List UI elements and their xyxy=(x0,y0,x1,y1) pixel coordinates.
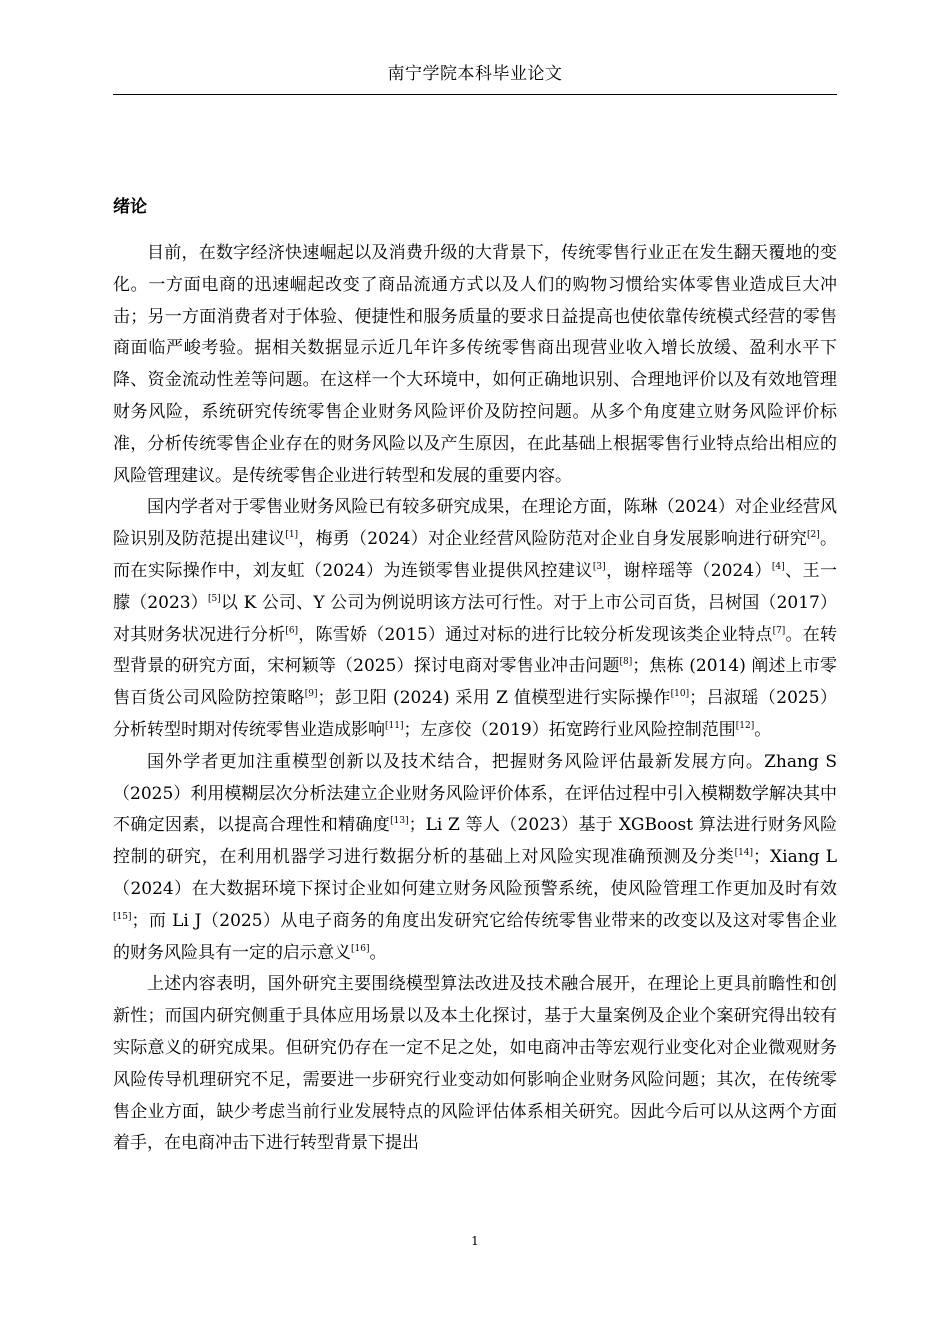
paragraph-1 xyxy=(113,238,837,492)
citation-marker: [11] xyxy=(385,720,404,731)
text-run: ；彭卫阳 (2024) 采用 Z 值模型进行实际操作 xyxy=(317,688,671,709)
citation-marker: [16] xyxy=(351,943,370,954)
text-run: ，谢梓瑶等（2024） xyxy=(605,560,772,581)
citation-marker: [12] xyxy=(735,720,755,731)
text-run: ；吕淑瑶（2025）分析转型时期对传统零售业造成影响 xyxy=(113,688,837,740)
body-text xyxy=(113,238,837,1160)
header-rule xyxy=(113,94,837,95)
paragraph-2 xyxy=(113,492,837,746)
text-run: 国内学者对于零售业财务风险已有较多研究成果，在理论方面，陈琳（2024）对企业经营风险识别及防范提出建议 xyxy=(113,497,837,550)
text-run: 。而在实际操作中，刘友虹（2024）为连锁零售业提供风控建议 xyxy=(113,529,838,581)
text-run: ；左彦佼（2019）拓宽跨行业风险控制范围 xyxy=(403,719,736,740)
text-run: ；Li Z 等人（2023）基于 XGBoost 算法进行财务风险控制的研究，在利用机器学习进行数据分析的基础上对风险实现准确预测及分类 xyxy=(113,815,837,868)
paragraph-3 xyxy=(113,747,837,970)
text-run: ；焦栋 (2014) 阐述上市零售百货公司风险防控策略 xyxy=(113,656,837,709)
section-heading: 绪论 xyxy=(113,197,147,217)
text-run: 国外学者更加注重模型创新以及技术结合，把握财务风险评估最新发展方向。Zhang S（2025）利用模糊层次分析法建立企业财务风险评价体系，在评估过程中引入模糊数学解决其中不确定因素，以提高合理性和精确度 xyxy=(113,751,837,836)
text-run: 以 K 公司、Y 公司为例说明该方法可行性。对于上市公司百货，吕树国（2017）对其财务状况进行分析 xyxy=(113,592,838,645)
citation-marker: [4] xyxy=(771,561,785,572)
page-number: 1 xyxy=(471,1234,479,1248)
paragraph-4 xyxy=(113,969,837,1160)
citation-marker: [14] xyxy=(734,848,754,859)
citation-marker: [6] xyxy=(285,625,299,636)
citation-marker: [13] xyxy=(390,816,409,827)
citation-marker: [8] xyxy=(619,657,633,668)
text-run: 目前，在数字经济快速崛起以及消费升级的大背景下，传统零售行业正在发生翻天覆地的变化。一方面电商的迅速崛起改变了商品流通方式以及人们的购物习惯给实体零售业造成巨大冲击；另一方面消费者对于体验、便捷性和服务质量的要求日益提高也使依靠传统模式经营的零售商面临严峻考验。据相关数据显示近几年许多传统零售商出现营业收入增长放缓、盈利水平下降、资金流动性差等问题。在这样一个大环境中，如何正确地识别、合理地评价以及有效地管理财务风险，系统研究传统零售企业财务风险评价及防控问题。从多个角度建立财务风险评价标准，分析传统零售企业存在的财务风险以及产生原因，在此基础上根据零售行业特点给出相应的风险管理建议。是传统零售企业进行转型和发展的重要内容。 xyxy=(113,243,837,486)
text-run: ，陈雪娇（2015）通过对标的进行比较分析发现该类企业特点 xyxy=(298,624,773,645)
text-run: ，梅勇（2024）对企业经营风险防范对企业自身发展影响进行研究 xyxy=(298,529,808,550)
citation-marker: [10] xyxy=(670,689,690,700)
text-run: ；Xiang L（2024）在大数据环境下探讨企业如何建立财务风险预警系统，使风险管理工作更加及时有效 xyxy=(113,847,838,899)
text-run: 、王一朦（2023） xyxy=(113,560,838,613)
text-run: 上述内容表明，国外研究主要围绕模型算法改进及技术融合展开，在理论上更具前瞻性和创新性；而国内研究侧重于具体应用场景以及本土化探讨，基于大量案例及企业个案研究得出较有实际意义的研究成果。但研究仍存在一定不足之处，如电商冲击等宏观行业变化对企业微观财务风险传导机理研究不足，需要进一步研究行业变动如何影响企业财务风险问题；其次，在传统零售企业方面，缺少考虑当前行业发展特点的风险评估体系相关研究。因此今后可以从这两个方面着手，在电商冲击下进行转型背景下提出 xyxy=(113,974,837,1154)
citation-marker: [1] xyxy=(285,530,299,541)
citation-marker: [15] xyxy=(113,911,132,922)
text-run: 。 xyxy=(754,719,772,740)
text-run: 。 xyxy=(369,942,387,963)
citation-marker: [3] xyxy=(592,561,606,572)
page-header-title: 南宁学院本科毕业论文 xyxy=(387,64,563,84)
citation-marker: [5] xyxy=(207,593,221,604)
citation-marker: [2] xyxy=(807,530,820,541)
text-run: ；而 Li J（2025）从电子商务的角度出发研究它给传统零售业带来的改变以及这对零售企业的财务风险具有一定的启示意义 xyxy=(113,910,837,963)
citation-marker: [9] xyxy=(304,689,318,700)
citation-marker: [7] xyxy=(772,625,786,636)
text-run: 。在转型背景的研究方面，宋柯颖等（2025）探讨电商对零售业冲击问题 xyxy=(113,624,838,677)
